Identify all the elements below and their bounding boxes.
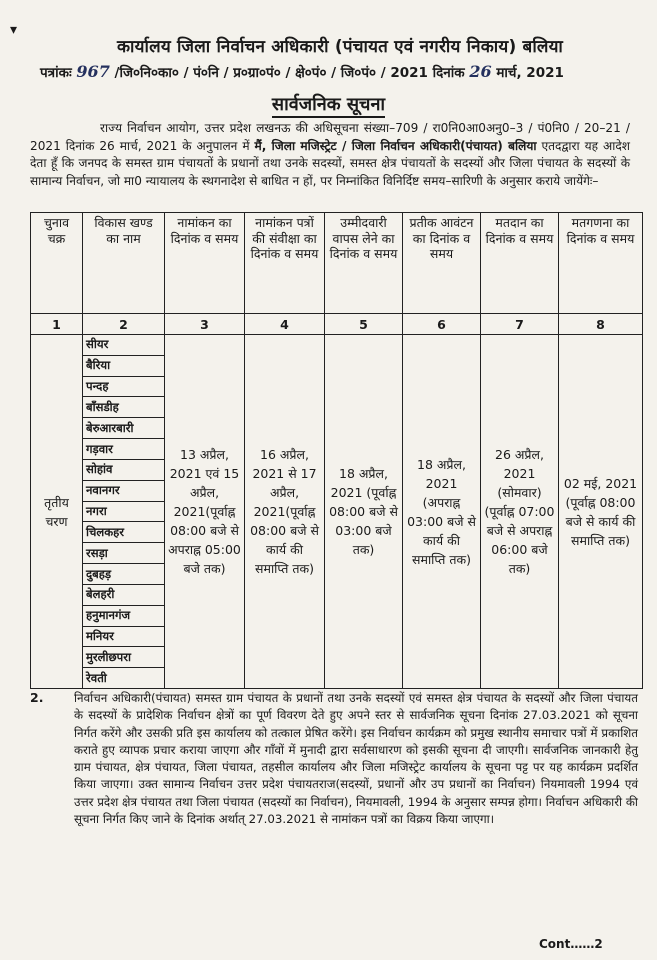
block-item: सीयर xyxy=(83,335,164,356)
paragraph-text: निर्वाचन अधिकारी(पंचायत) समस्त ग्राम पंचायत के प्रधानों तथा उनके सदस्यों एवं समस्त क्षेत्र पंचायत के सदस्यों और जिला पंचायत के सदस्यों के प्रादेशिक निर्वाचन क्षेत्रों का पूर्ण विवरण देते हुए अपने स्तर से सार्वजनिक सूचना दिनांक 27.03.2021 को सूचना निर्गत करेंगे और उसकी प्रति इस कार्यालय को तत्काल प्रेषित करेंगे। इस निर्वाचन कार्यक्रम को प्रमुख स्थानीय समाचार पत्रों में प्रकाशित कराते हुए व्यापक प्रचार कराया जाएगा और गाँवों में मुनादी द्वारा सर्वसाधारण को इसकी सूचना दी जाएगी। सार्वजनिक जानकारी हेतु ग्राम पंचायत, क्षेत्र पंचायत, जिला पंचायत, तहसील कार्यालय और जिला मजिस्ट्रेट कार्यालय के सूचना पट्ट पर यह कार्यक्रम प्रदर्शित किया जाएगा। उक्त सामान्य निर्वाचन उत्तर प्रदेश पंचायतराज(सदस्यों, प्रधानों और उप प्रधानों का निर्वाचन) नियमावली 1994 एवं उत्तर प्रदेश क्षेत्र पंचायत तथा जिला पंचायत (सदस्यों का निर्वाचन), नियमावली, 1994 के अनुसार सम्पन्न होगा। निर्वाचन अधिकारी की सूचना निर्गत किए जाने के दिनांक अर्थात् 27.03.2021 से नामांकन पत्रों का विक्रय किया जाएगा। xyxy=(74,691,638,827)
withdrawal-cell: 18 अप्रैल, 2021 (पूर्वाह्न 08:00 बजे से 03:00 बजे तक) xyxy=(325,335,403,689)
block-item: बाँसडीह xyxy=(83,397,164,418)
column-number: 2 xyxy=(83,314,165,335)
intro-paragraph: राज्य निर्वाचन आयोग, उत्तर प्रदेश लखनऊ की अधिसूचना संख्या–709 / रा0नि0आ0अनु0–3 / पं0नि0 / 20–21 / 2021 दिनांक 26 मार्च, 2021 के अनुपालन में मैं, जिला मजिस्ट्रेट / जिला निर्वाचन अधिकारी(पंचायत) बलिया एतदद्वारा यह आदेश देता हूँ कि जनपद के समस्त ग्राम पंचायतों के प्रधानों तथा उनके सदस्यों, समस्त क्षेत्र पंचायतों के सदस्यों और जिला पंचायत के सदस्यों के सामान्य निर्वाचन, जो मा0 न्यायालय के स्थगनादेश से बाधित न हों, पर निम्नांकित विनिर्दिष्ट समय–सारिणी के अनुसार कराये जायेंगेः– xyxy=(30,121,630,188)
column-number: 4 xyxy=(245,314,325,335)
paragraph-2 xyxy=(30,690,638,828)
block-item: सोहांव xyxy=(83,460,164,481)
phase-cell: तृतीय चरण xyxy=(31,335,83,689)
continued-note: Cont……2 xyxy=(539,937,603,951)
header-withdrawal: उम्मीदवारी वापस लेने का दिनांक व समय xyxy=(325,213,403,314)
block-item: मनियर xyxy=(83,627,164,648)
block-item: रेवती xyxy=(86,670,107,685)
block-list-cell xyxy=(83,335,165,689)
column-number: 1 xyxy=(31,314,83,335)
ref-number: 967 xyxy=(76,62,110,81)
table-header-row xyxy=(31,213,643,314)
header-block: विकास खण्ड का नाम xyxy=(83,213,165,314)
ref-month-year: मार्च, 2021 xyxy=(496,65,564,81)
block-item: मुरलीछपरा xyxy=(83,647,164,668)
block-item: दुबहड़ xyxy=(83,564,164,585)
counting-cell: 02 मई, 2021 (पूर्वाह्न 08:00 बजे से कार्य की समाप्ति तक) xyxy=(559,335,643,689)
header-nomination: नामांकन का दिनांक व समय xyxy=(165,213,245,314)
block-item: हनुमानगंज xyxy=(83,606,164,627)
block-item: रसड़ा xyxy=(83,543,164,564)
block-item: चिलकहर xyxy=(83,522,164,543)
header-counting: मतगणना का दिनांक व समय xyxy=(559,213,643,314)
paragraph-number: 2. xyxy=(30,690,44,705)
office-title: कार्यालय जिला निर्वाचन अधिकारी (पंचायत एवं नगरीय निकाय) बलिया xyxy=(116,37,564,57)
reference-line xyxy=(40,62,650,81)
block-item: नगरा xyxy=(83,502,164,523)
symbol-allotment-cell: 18 अप्रैल, 2021 (अपराह्न 03:00 बजे से कार्य की समाप्ति तक) xyxy=(403,335,481,689)
header-polling: मतदान का दिनांक व समय xyxy=(481,213,559,314)
column-number: 3 xyxy=(165,314,245,335)
header-scrutiny: नामांकन पत्रों की संवीक्षा का दिनांक व समय xyxy=(245,213,325,314)
column-number: 7 xyxy=(481,314,559,335)
block-item: बेरुआरबारी xyxy=(83,418,164,439)
column-number: 8 xyxy=(559,314,643,335)
header-phase: चुनाव चक्र xyxy=(31,213,83,314)
block-item: बैरिया xyxy=(83,356,164,377)
table-row xyxy=(31,335,643,689)
block-item: नवानगर xyxy=(83,481,164,502)
ref-label: पत्रांकः xyxy=(40,65,72,81)
column-number-row xyxy=(31,314,643,335)
polling-cell: 26 अप्रैल, 2021 (सोमवार) (पूर्वाह्न 07:00 बजे से अपराह्न 06:00 बजे तक) xyxy=(481,335,559,689)
intro-authority: मैं, जिला मजिस्ट्रेट / जिला निर्वाचन अधिकारी(पंचायत) बलिया xyxy=(254,138,537,153)
schedule-table xyxy=(30,212,643,689)
column-number: 6 xyxy=(403,314,481,335)
column-number: 5 xyxy=(325,314,403,335)
block-item: बेलहरी xyxy=(83,585,164,606)
ref-path: /जि०नि०का० / पं०नि / प्र०ग्रा०पं० / क्षे०पं० / जि०पं० / 2021 दिनांक xyxy=(114,65,465,81)
corner-mark: ▾ xyxy=(10,22,18,38)
block-item: पन्दह xyxy=(83,377,164,398)
ref-day: 26 xyxy=(469,62,492,81)
block-item: गड़वार xyxy=(83,439,164,460)
nomination-cell: 13 अप्रैल, 2021 एवं 15 अप्रैल, 2021(पूर्वाह्न 08:00 बजे से अपराह्न 05:00 बजे तक) xyxy=(165,335,245,689)
header-symbol: प्रतीक आवंटन का दिनांक व समय xyxy=(403,213,481,314)
notice-title: सार्वजनिक सूचना xyxy=(0,92,657,116)
scrutiny-cell: 16 अप्रैल, 2021 से 17 अप्रैल, 2021(पूर्वाह्न 08:00 बजे से कार्य की समाप्ति तक) xyxy=(245,335,325,689)
